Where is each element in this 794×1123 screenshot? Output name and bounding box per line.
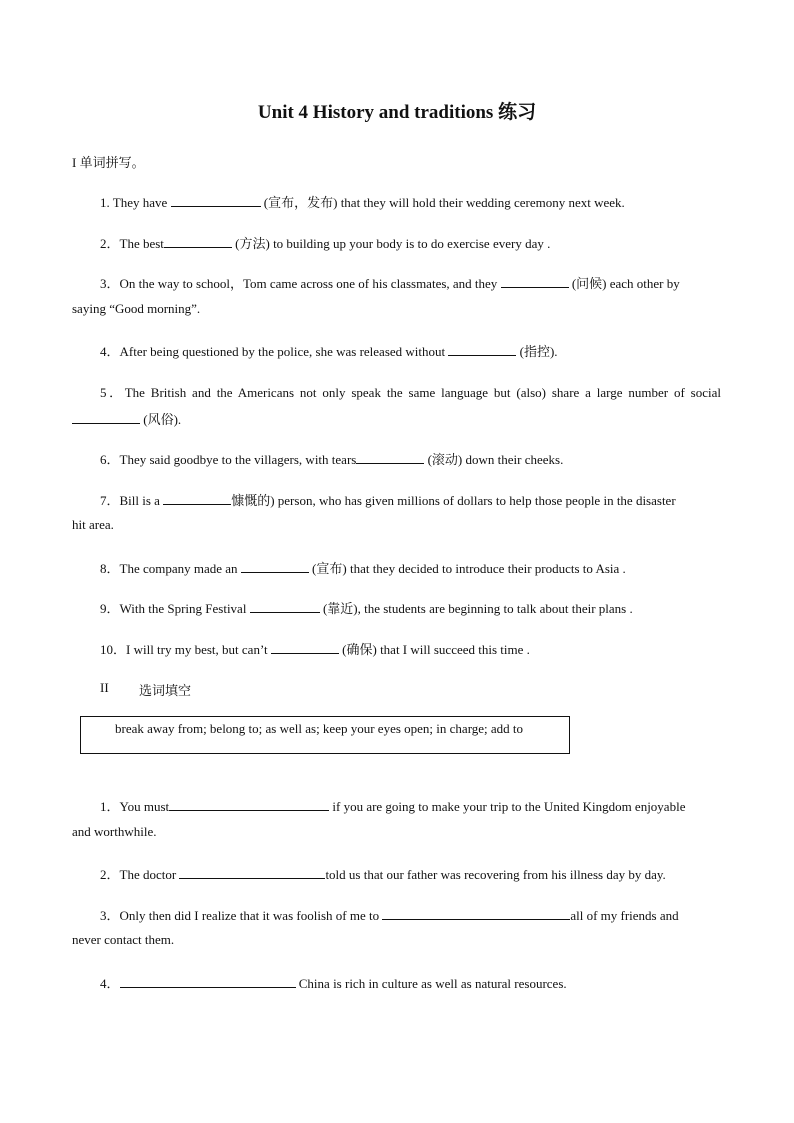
question-5: 5．The British and the Americans not only speak the same language but (also) share a large number of social <box>100 385 721 400</box>
question-text: 9．With the Spring Festival <box>100 601 250 616</box>
section-2-heading: 选词填空 <box>139 683 192 698</box>
question-text: China is rich in culture as well as natural resources. <box>295 976 567 991</box>
word-box <box>80 716 570 754</box>
question-text: (滚动) down their cheeks. <box>424 452 564 467</box>
question-text: (问候) each other by <box>568 276 680 291</box>
fill-question-3-continued: never contact them. <box>72 932 175 947</box>
question-9 <box>100 598 633 617</box>
fill-question-1 <box>100 796 685 815</box>
answer-blank[interactable] <box>271 641 339 654</box>
question-text: (宣布) that they decided to introduce their products to Asia . <box>308 561 626 576</box>
question-text: 4． <box>100 976 120 991</box>
question-text: 8．The company made an <box>100 561 241 576</box>
fill-question-2 <box>100 864 666 883</box>
question-text: 慷慨的) person, who has given millions of dollars to help those people in the disaster <box>231 493 676 508</box>
question-text: 3．Only then did I realize that it was foolish of me to <box>100 908 383 923</box>
question-1 <box>100 192 625 211</box>
question-text: (靠近), the students are beginning to talk about their plans . <box>319 601 633 616</box>
page-title: Unit 4 History and traditions 练习 <box>257 102 537 123</box>
question-text: 3．On the way to school，Tom came across one of his classmates, and they <box>100 276 501 291</box>
question-text: 6．They said goodbye to the villagers, with tears <box>100 452 357 467</box>
fill-question-1-continued: and worthwhile. <box>72 824 157 839</box>
answer-blank[interactable] <box>72 411 140 424</box>
question-text: told us that our father was recovering from his illness day by day. <box>325 867 666 882</box>
question-text: (风俗). <box>140 412 182 427</box>
answer-blank[interactable] <box>120 975 296 988</box>
question-10 <box>100 639 530 658</box>
section-2-numeral: II <box>100 680 109 695</box>
answer-blank[interactable] <box>448 343 516 356</box>
question-text: (方法) to building up your body is to do exercise every day . <box>231 236 551 251</box>
word-box-text: break away from; belong to; as well as; keep your eyes open; in charge; add to <box>115 721 524 736</box>
question-2 <box>100 233 550 252</box>
question-7 <box>100 490 676 509</box>
question-text: 7．Bill is a <box>100 493 164 508</box>
question-text: (指控). <box>516 344 558 359</box>
question-6 <box>100 449 563 468</box>
question-text: 10．I will try my best, but can’t <box>100 642 271 657</box>
question-8 <box>100 558 626 577</box>
question-text: all of my friends and <box>570 908 679 923</box>
question-5-continued <box>72 409 181 428</box>
question-7-continued: hit area. <box>72 517 114 532</box>
section-1-heading: I 单词拼写。 <box>72 155 145 170</box>
question-text: 2．The doctor <box>100 867 180 882</box>
answer-blank[interactable] <box>382 907 570 920</box>
question-text: if you are going to make your trip to the United Kingdom enjoyable <box>329 799 686 814</box>
answer-blank[interactable] <box>169 798 329 811</box>
answer-blank[interactable] <box>179 866 325 879</box>
question-text: 1．You must <box>100 799 170 814</box>
question-4 <box>100 341 558 360</box>
answer-blank[interactable] <box>171 194 261 207</box>
answer-blank[interactable] <box>241 560 309 573</box>
fill-question-4 <box>100 973 567 992</box>
answer-blank[interactable] <box>163 492 231 505</box>
question-text: 2．The best <box>100 236 164 251</box>
question-text: 4．After being questioned by the police, she was released without <box>100 344 449 359</box>
question-3 <box>100 273 680 292</box>
question-text: (宣布，发布) that they will hold their wedding ceremony next week. <box>260 195 625 210</box>
answer-blank[interactable] <box>250 600 320 613</box>
answer-blank[interactable] <box>356 451 424 464</box>
answer-blank[interactable] <box>164 235 232 248</box>
question-3-continued: saying “Good morning”. <box>72 301 201 316</box>
question-text: (确保) that I will succeed this time . <box>338 642 530 657</box>
answer-blank[interactable] <box>501 275 569 288</box>
fill-question-3 <box>100 905 679 924</box>
question-text: 1. They have <box>100 195 171 210</box>
